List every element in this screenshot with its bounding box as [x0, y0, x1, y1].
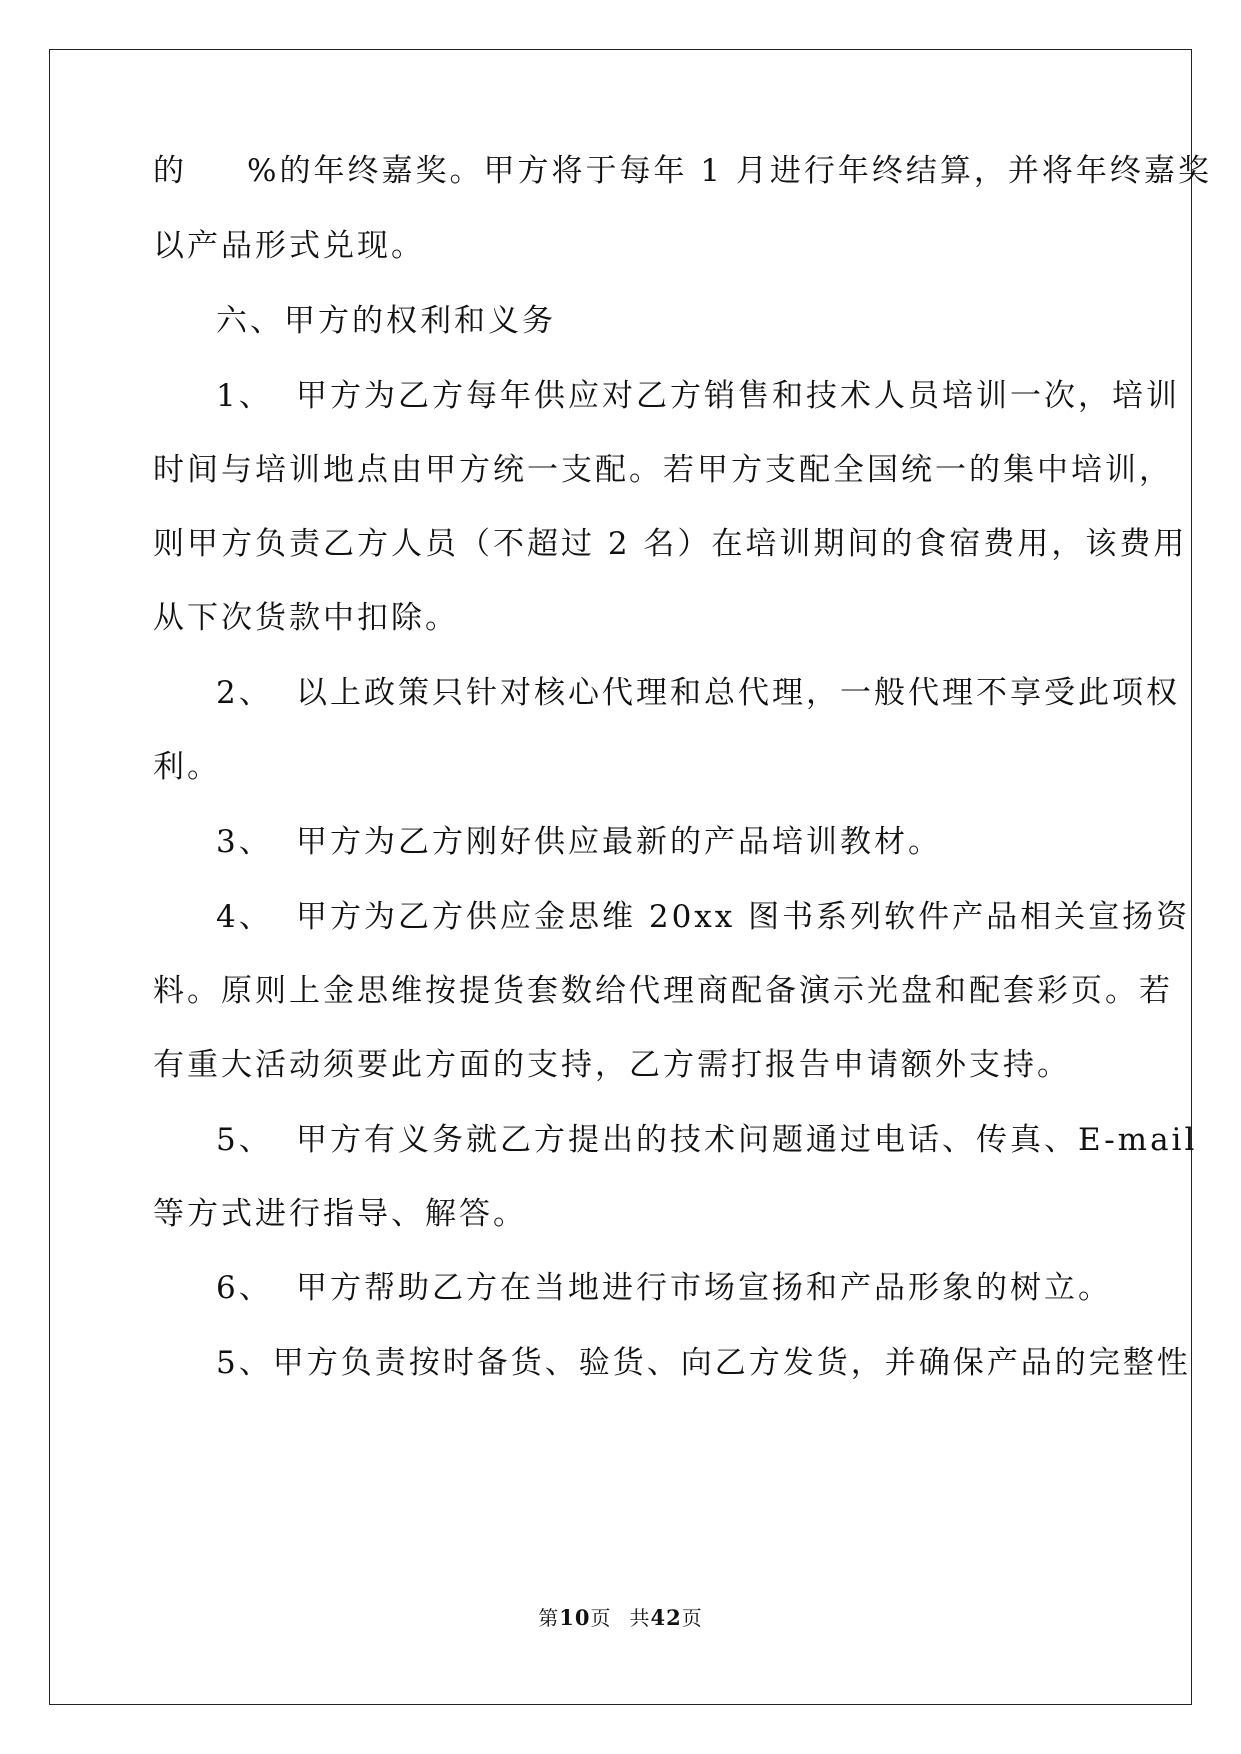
list-item: 3、 甲方为乙方刚好供应最新的产品培训教材。	[216, 824, 942, 860]
text-line: 等方式进行指导、解答。	[153, 1196, 527, 1232]
list-item: 6、 甲方帮助乙方在当地进行市场宣扬和产品形象的树立。	[216, 1270, 1112, 1306]
list-number: 2、	[216, 675, 273, 711]
text-line: 利。	[153, 749, 221, 785]
list-item: 1、 甲方为乙方每年供应对乙方销售和技术人员培训一次，培训	[216, 378, 1180, 414]
list-number: 5、	[216, 1122, 273, 1158]
current-page-number: 10	[559, 1605, 591, 1630]
list-number: 6、	[216, 1270, 273, 1306]
text-line: 料。原则上金思维按提货套数给代理商配备演示光盘和配套彩页。若	[153, 973, 1173, 1009]
page-footer: 第10页 共42页	[538, 1605, 703, 1630]
text-line: 时间与培训地点由甲方统一支配。若甲方支配全国统一的集中培训，	[153, 452, 1173, 488]
list-number: 3、	[216, 824, 273, 860]
list-number: 1、	[216, 378, 273, 414]
list-item: 4、 甲方为乙方供应金思维 20xx 图书系列软件产品相关宣扬资	[216, 899, 1191, 935]
list-item: 2、 以上政策只针对核心代理和总代理，一般代理不享受此项权	[216, 675, 1180, 711]
text-line: 则甲方负责乙方人员（不超过 2 名）在培训期间的食宿费用，该费用	[153, 526, 1188, 562]
list-item: 5、 甲方有义务就乙方提出的技术问题通过电话、传真、E-mail	[216, 1122, 1198, 1158]
section-heading: 六、甲方的权利和义务	[216, 303, 556, 339]
total-pages-number: 42	[650, 1605, 682, 1630]
text-line: 有重大活动须要此方面的支持，乙方需打报告申请额外支持。	[153, 1047, 1071, 1083]
text-line: 5、甲方负责按时备货、验货、向乙方发货，并确保产品的完整性	[216, 1345, 1191, 1381]
text-line: 从下次货款中扣除。	[153, 600, 459, 636]
list-number: 4、	[216, 899, 273, 935]
text-line: 以产品形式兑现。	[153, 228, 425, 264]
page-frame	[49, 49, 1212, 1705]
text-line: 的 %的年终嘉奖。甲方将于每年 1 月进行年终结算，并将年终嘉奖	[153, 153, 1212, 189]
